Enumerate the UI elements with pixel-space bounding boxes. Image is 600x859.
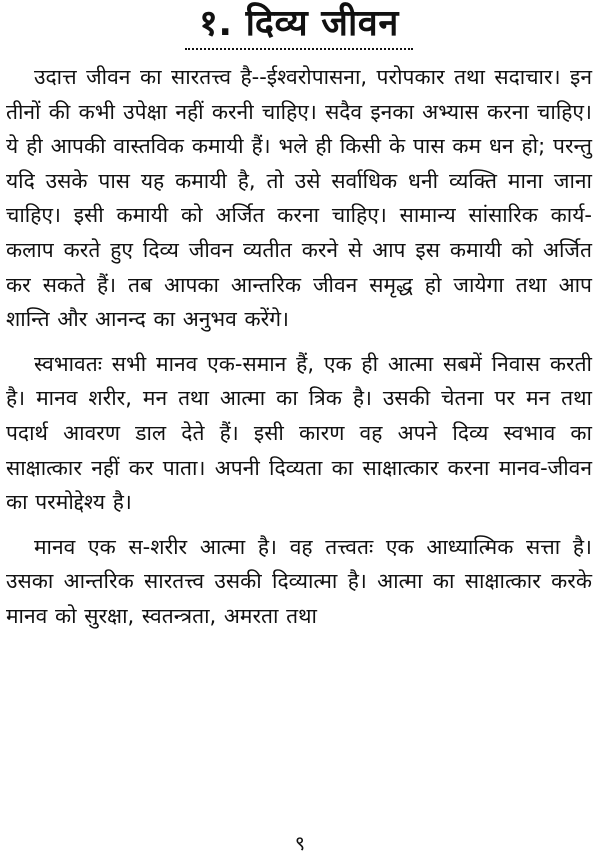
page-number: ९ [294,831,306,855]
paragraph-1: उदात्त जीवन का सारतत्त्व है--ईश्वरोपासना, परोपकार तथा सदाचार। इन तीनों की कभी उपेक्षा नहीं करनी चाहिए। सदैव इनका अभ्यास करना चाहिए। ये ही आपकी वास्तविक कमायी हैं। भले ही किसी के पास कम धन हो; परन्तु यदि उसके पास यह कमायी है, तो उसे सर्वाधिक धनी व्यक्ति माना जाना चाहिए। इसी कमायी को अर्जित करना चाहिए। सामान्य सांसारिक कार्य-कलाप करते हुए दिव्य जीवन व्यतीत करने से आप इस कमायी को अर्जित कर सकते हैं। तब आपका आन्तरिक जीवन समृद्ध हो जायेगा तथा आप शान्ति और आनन्द का अनुभव करेंगे। [6,65,592,332]
chapter-title: १. दिव्य जीवन [199,3,399,44]
paragraph-2: स्वभावतः सभी मानव एक-समान हैं, एक ही आत्मा सबमें निवास करती है। मानव शरीर, मन तथा आत्मा का त्रिक है। उसकी चेतना पर मन तथा पदार्थ आवरण डाल देते हैं। इसी कारण वह अपने दिव्य स्वभाव का साक्षात्कार नहीं कर पाता। अपनी दिव्यता का साक्षात्कार करना मानव-जीवन का परमोद्देश्य है। [6,351,592,515]
paragraph-3: मानव एक स-शरीर आत्मा है। वह तत्त्वतः एक आध्यात्मिक सत्ता है। उसका आन्तरिक सारतत्त्व उसकी दिव्यात्मा है। आत्मा का साक्षात्कार करके मानव को सुरक्षा, स्वतन्त्रता, अमरता तथा [6,534,592,628]
title-dotted-underline [185,48,413,50]
